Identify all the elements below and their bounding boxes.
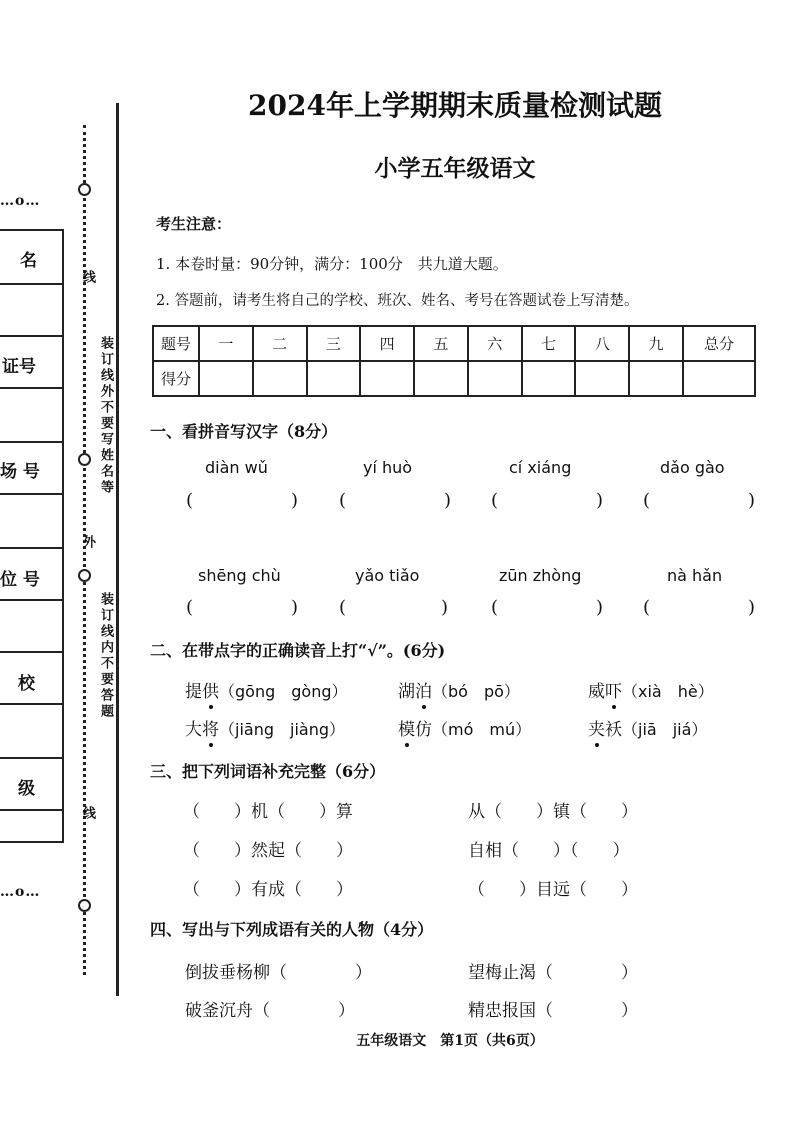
answer-paren-open: ( xyxy=(339,597,347,618)
score-col: 四 xyxy=(360,326,414,361)
pinyin: yǎo tiǎo xyxy=(355,566,420,585)
binding-label-room: 场 号 xyxy=(0,462,40,482)
score-cell[interactable] xyxy=(629,361,683,396)
answer-paren-open: ( xyxy=(491,597,499,618)
binding-char: 外 xyxy=(80,535,95,551)
binding-circle xyxy=(78,453,91,466)
reading-item: 湖泊（bó pō） xyxy=(398,677,520,702)
reading-item: 夹袄（jiā jiá） xyxy=(588,715,707,740)
answer-paren-open: ( xyxy=(643,597,651,618)
idiom-item: 精忠报国（ ） xyxy=(468,1001,638,1021)
exam-subtitle: 小学五年级语文 xyxy=(374,155,536,182)
pinyin: diàn wǔ xyxy=(205,458,268,477)
answer-paren-open: ( xyxy=(643,490,651,511)
notice-line: 2. 答题前，请考生将自己的学校、班次、姓名、考号在答题试卷上写清楚。 xyxy=(156,293,639,309)
binding-label-name: 名 xyxy=(20,251,37,271)
score-cell[interactable] xyxy=(575,361,629,396)
answer-paren-close: ) xyxy=(441,597,449,618)
score-cell[interactable] xyxy=(522,361,576,396)
dotted-char: 吓 xyxy=(605,677,622,702)
binding-dots-top: …o… xyxy=(0,193,41,209)
binding-dots-bottom: …o… xyxy=(0,884,41,900)
binding-vertical-text-outside: 装订线外不要写姓名等 xyxy=(98,336,113,496)
notice-heading: 考生注意： xyxy=(156,215,232,233)
fill-word-item: 从（ ）镇（ ） xyxy=(468,802,638,822)
exam-title: 2024年上学期期末质量检测试题 xyxy=(248,89,662,122)
binding-char: 线 xyxy=(80,270,95,286)
answer-paren-close: ) xyxy=(291,490,299,511)
reading-item: 模仿（mó mú） xyxy=(398,715,531,740)
pinyin: cí xiáng xyxy=(509,458,572,477)
answer-paren-close: ) xyxy=(596,597,604,618)
section4-heading: 四、写出与下列成语有关的人物（4分） xyxy=(150,920,434,939)
fill-word-item: （ ）目远（ ） xyxy=(468,880,638,900)
score-col: 二 xyxy=(253,326,307,361)
dotted-char: 夹 xyxy=(588,715,605,740)
score-cell[interactable] xyxy=(253,361,307,396)
dotted-char: 供 xyxy=(202,677,219,702)
score-col: 五 xyxy=(414,326,468,361)
reading-item: 大将（jiāng jiàng） xyxy=(185,715,345,740)
binding-solid-line xyxy=(116,103,119,996)
fill-word-item: （ ）机（ ）算 xyxy=(183,802,353,822)
answer-paren-close: ) xyxy=(291,597,299,618)
answer-paren-open: ( xyxy=(491,490,499,511)
pinyin: dǎo gào xyxy=(660,458,725,477)
score-col-total: 总分 xyxy=(683,326,755,361)
section3-heading: 三、把下列词语补充完整（6分） xyxy=(150,762,386,781)
binding-label-seat: 位 号 xyxy=(0,570,40,590)
answer-paren-open: ( xyxy=(186,597,194,618)
pinyin: zūn zhòng xyxy=(499,566,582,585)
score-col: 九 xyxy=(629,326,683,361)
score-cell[interactable] xyxy=(468,361,522,396)
dotted-char: 泊 xyxy=(415,677,432,702)
score-cell[interactable] xyxy=(199,361,253,396)
score-col: 三 xyxy=(307,326,361,361)
reading-item: 威吓（xià hè） xyxy=(588,677,714,702)
binding-circle xyxy=(78,183,91,196)
reading-item: 提供（gōng gòng） xyxy=(185,677,348,702)
score-col: 七 xyxy=(522,326,576,361)
score-table-header: 题号 xyxy=(153,326,199,361)
dotted-char: 将 xyxy=(202,715,219,740)
answer-paren-close: ) xyxy=(444,490,452,511)
binding-circle xyxy=(78,569,91,582)
score-col: 八 xyxy=(575,326,629,361)
answer-paren-close: ) xyxy=(748,597,756,618)
fill-word-item: 自相（ ）（ ） xyxy=(468,841,630,861)
binding-info-box xyxy=(0,229,64,843)
answer-paren-close: ) xyxy=(596,490,604,511)
binding-label-id: 证号 xyxy=(2,357,36,377)
binding-label-class: 级 xyxy=(18,779,35,799)
fill-word-item: （ ）有成（ ） xyxy=(183,880,353,900)
fill-word-item: （ ）然起（ ） xyxy=(183,841,353,861)
score-col: 一 xyxy=(199,326,253,361)
score-cell[interactable] xyxy=(307,361,361,396)
idiom-item: 破釜沉舟（ ） xyxy=(185,1001,355,1021)
answer-paren-close: ) xyxy=(748,490,756,511)
pinyin: nà hǎn xyxy=(667,566,723,585)
score-table xyxy=(152,325,756,397)
idiom-item: 倒拔垂杨柳（ ） xyxy=(185,963,372,983)
binding-char: 线 xyxy=(80,806,95,822)
section1-heading: 一、看拼音写汉字（8分） xyxy=(150,422,338,441)
score-col: 六 xyxy=(468,326,522,361)
notice-line: 1. 本卷时量：90分钟，满分：100分 共九道大题。 xyxy=(156,255,508,273)
score-cell[interactable] xyxy=(683,361,755,396)
binding-label-school: 校 xyxy=(18,674,35,694)
answer-paren-open: ( xyxy=(339,490,347,511)
pinyin: shēng chù xyxy=(198,566,281,585)
dotted-char: 模 xyxy=(398,715,415,740)
page-footer: 五年级语文 第1页（共6页） xyxy=(356,1033,544,1049)
idiom-item: 望梅止渴（ ） xyxy=(468,963,638,983)
pinyin: yí huò xyxy=(363,458,413,477)
binding-circle xyxy=(78,899,91,912)
answer-paren-open: ( xyxy=(186,490,194,511)
section2-heading: 二、在带点字的正确读音上打“√”。(6分) xyxy=(150,641,446,660)
score-cell[interactable] xyxy=(414,361,468,396)
binding-vertical-text-inside: 装订线内不要答题 xyxy=(98,592,113,720)
score-row-header: 得分 xyxy=(153,361,199,396)
score-cell[interactable] xyxy=(360,361,414,396)
